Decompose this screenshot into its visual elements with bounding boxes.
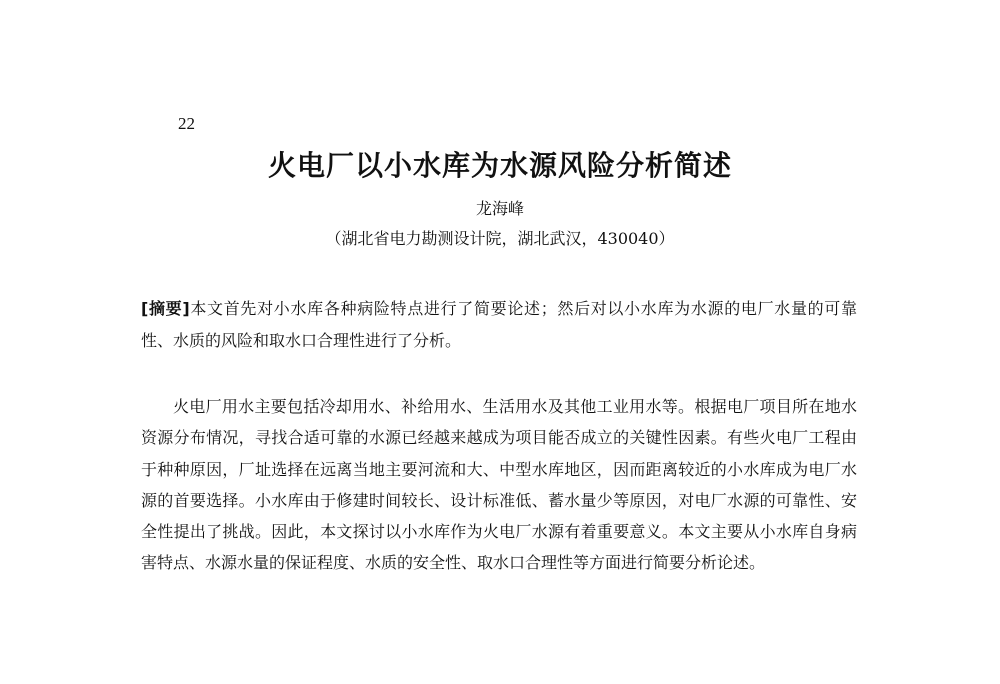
abstract-label: [摘要] (141, 299, 190, 318)
body-paragraph: 火电厂用水主要包括冷却用水、补给用水、生活用水及其他工业用水等。根据电厂项目所在地水资源分布情况，寻找合适可靠的水源已经越来越成为项目能否成立的关键性因素。有些火电厂工程由于种种原因，厂址选择在远离当地主要河流和大、中型水库地区，因而距离较近的小水库成为电厂水源的首要选择。小水库由于修建时间较长、设计标准低、蓄水量少等原因，对电厂水源的可靠性、安全性提出了挑战。因此，本文探讨以小水库作为火电厂水源有着重要意义。本文主要从小水库自身病害特点、水源水量的保证程度、水质的安全性、取水口合理性等方面进行简要分析论述。 (141, 397, 857, 573)
page-number: 22 (178, 114, 195, 133)
author-name: 龙海峰 (475, 199, 524, 218)
paper-title: 火电厂以小水库为水源风险分析简述 (267, 149, 732, 182)
author-affiliation: （湖北省电力勘测设计院，湖北武汉，430040） (325, 229, 675, 248)
abstract (141, 293, 857, 357)
abstract-text: 本文首先对小水库各种病险特点进行了简要论述；然后对以小水库为水源的电厂水量的可靠性、水质的风险和取水口合理性进行了分析。 (141, 299, 857, 350)
